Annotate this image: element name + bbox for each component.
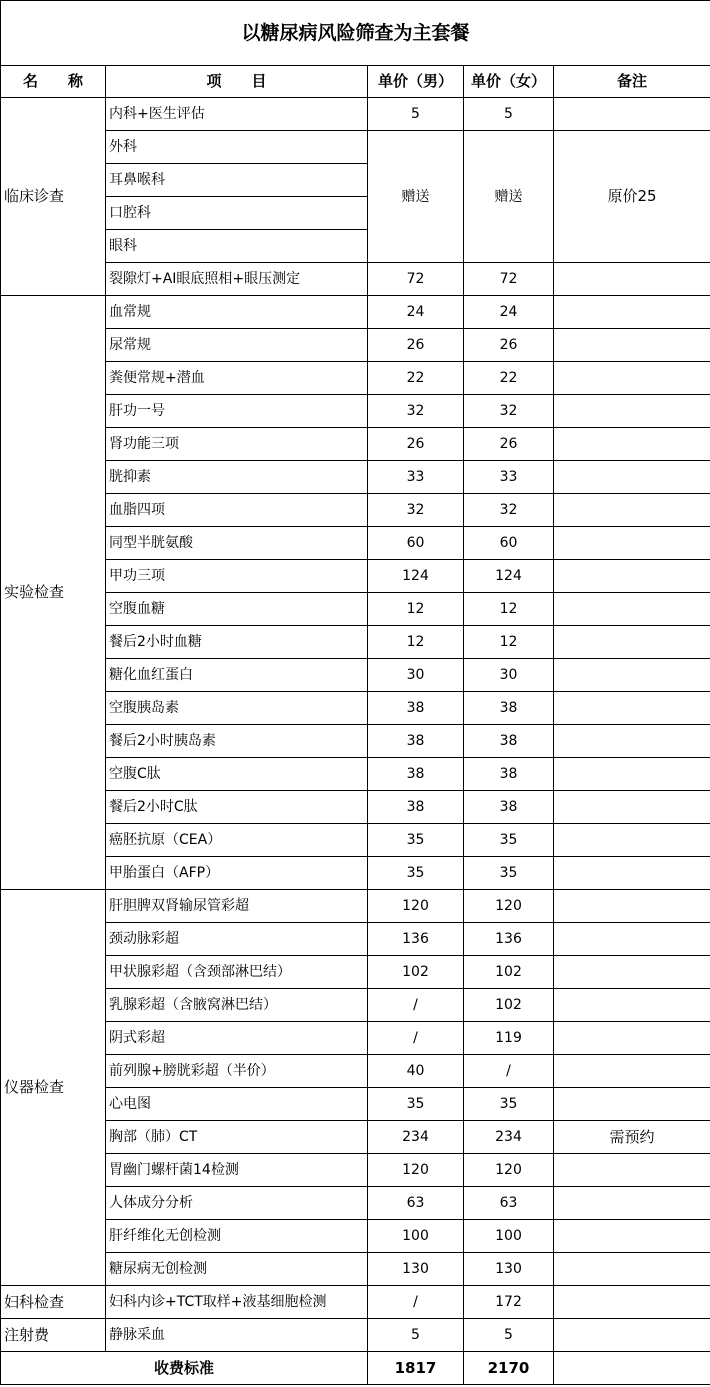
price-male-cell: 40 xyxy=(368,1055,464,1088)
table-row xyxy=(1,329,710,362)
price-female-cell: 26 xyxy=(464,329,554,362)
note-cell xyxy=(554,989,710,1022)
note-cell xyxy=(554,1187,710,1220)
price-female-cell: 119 xyxy=(464,1022,554,1055)
note-cell xyxy=(554,263,710,296)
price-male-cell: 38 xyxy=(368,758,464,791)
note-cell xyxy=(554,1220,710,1253)
item-cell: 餐后2小时C肽 xyxy=(106,791,368,824)
item-cell: 口腔科 xyxy=(106,197,368,230)
table-row xyxy=(1,428,710,461)
table-row xyxy=(1,857,710,890)
total-female: 2170 xyxy=(464,1352,554,1385)
price-male-cell: 赠送 xyxy=(368,131,464,263)
table-row xyxy=(1,461,710,494)
item-cell: 餐后2小时胰岛素 xyxy=(106,725,368,758)
page-title: 以糖尿病风险筛查为主套餐 xyxy=(1,1,710,66)
item-cell: 空腹胰岛素 xyxy=(106,692,368,725)
price-male-cell: 136 xyxy=(368,923,464,956)
price-female-cell: 30 xyxy=(464,659,554,692)
note-cell xyxy=(554,692,710,725)
price-female-cell: 38 xyxy=(464,692,554,725)
note-cell xyxy=(554,296,710,329)
note-cell xyxy=(554,758,710,791)
note-cell xyxy=(554,329,710,362)
price-female-cell: / xyxy=(464,1055,554,1088)
price-female-cell: 12 xyxy=(464,626,554,659)
price-male-cell: 35 xyxy=(368,857,464,890)
price-female-cell: 35 xyxy=(464,1088,554,1121)
table-row xyxy=(1,758,710,791)
price-female-cell: 102 xyxy=(464,956,554,989)
item-cell: 癌胚抗原（CEA） xyxy=(106,824,368,857)
table-row xyxy=(1,923,710,956)
price-male-cell: 38 xyxy=(368,791,464,824)
price-male-cell: 63 xyxy=(368,1187,464,1220)
price-male-cell: 234 xyxy=(368,1121,464,1154)
price-female-cell: 24 xyxy=(464,296,554,329)
price-male-cell: 32 xyxy=(368,494,464,527)
note-cell xyxy=(554,824,710,857)
total-note xyxy=(554,1352,710,1385)
item-cell: 肝功一号 xyxy=(106,395,368,428)
item-cell: 乳腺彩超（含腋窝淋巴结） xyxy=(106,989,368,1022)
note-cell xyxy=(554,395,710,428)
header-note: 备注 xyxy=(554,66,710,98)
note-cell xyxy=(554,725,710,758)
table-row xyxy=(1,1187,710,1220)
total-row xyxy=(1,1352,710,1385)
price-male-cell: 72 xyxy=(368,263,464,296)
item-cell: 空腹C肽 xyxy=(106,758,368,791)
price-male-cell: 12 xyxy=(368,626,464,659)
price-male-cell: 24 xyxy=(368,296,464,329)
table-row xyxy=(1,956,710,989)
table-row xyxy=(1,593,710,626)
item-cell: 甲胎蛋白（AFP） xyxy=(106,857,368,890)
price-male-cell: 120 xyxy=(368,1154,464,1187)
note-cell xyxy=(554,626,710,659)
item-cell: 阴式彩超 xyxy=(106,1022,368,1055)
note-cell xyxy=(554,1286,710,1319)
note-cell xyxy=(554,659,710,692)
header-item: 项 目 xyxy=(106,66,368,98)
header-row xyxy=(1,66,710,98)
price-female-cell: 136 xyxy=(464,923,554,956)
price-male-cell: 120 xyxy=(368,890,464,923)
header-price-female: 单价（女） xyxy=(464,66,554,98)
table-row xyxy=(1,626,710,659)
item-cell: 胃幽门螺杆菌14检测 xyxy=(106,1154,368,1187)
price-male-cell: 26 xyxy=(368,428,464,461)
item-cell: 颈动脉彩超 xyxy=(106,923,368,956)
item-cell: 肝纤维化无创检测 xyxy=(106,1220,368,1253)
price-male-cell: 60 xyxy=(368,527,464,560)
table-row xyxy=(1,527,710,560)
item-cell: 甲状腺彩超（含颈部淋巴结） xyxy=(106,956,368,989)
price-male-cell: 5 xyxy=(368,98,464,131)
item-cell: 甲功三项 xyxy=(106,560,368,593)
note-cell xyxy=(554,1154,710,1187)
item-cell: 肾功能三项 xyxy=(106,428,368,461)
table-row xyxy=(1,1220,710,1253)
item-cell: 外科 xyxy=(106,131,368,164)
table-row xyxy=(1,1055,710,1088)
header-price-male: 单价（男） xyxy=(368,66,464,98)
price-female-cell: 32 xyxy=(464,494,554,527)
note-cell xyxy=(554,428,710,461)
table-row xyxy=(1,692,710,725)
price-male-cell: 100 xyxy=(368,1220,464,1253)
item-cell: 尿常规 xyxy=(106,329,368,362)
note-cell xyxy=(554,923,710,956)
price-male-cell: 130 xyxy=(368,1253,464,1286)
price-male-cell: 38 xyxy=(368,725,464,758)
item-cell: 裂隙灯+AI眼底照相+眼压测定 xyxy=(106,263,368,296)
item-cell: 胸部（肺）CT xyxy=(106,1121,368,1154)
price-female-cell: 38 xyxy=(464,758,554,791)
price-female-cell: 12 xyxy=(464,593,554,626)
price-male-cell: / xyxy=(368,1286,464,1319)
total-male: 1817 xyxy=(368,1352,464,1385)
item-cell: 糖尿病无创检测 xyxy=(106,1253,368,1286)
item-cell: 粪便常规+潜血 xyxy=(106,362,368,395)
item-cell: 静脉采血 xyxy=(106,1319,368,1352)
item-cell: 心电图 xyxy=(106,1088,368,1121)
table-row xyxy=(1,395,710,428)
item-cell: 血常规 xyxy=(106,296,368,329)
price-female-cell: 120 xyxy=(464,890,554,923)
note-cell xyxy=(554,494,710,527)
table-row xyxy=(1,824,710,857)
table-row xyxy=(1,1121,710,1154)
price-male-cell: / xyxy=(368,1022,464,1055)
note-cell xyxy=(554,1022,710,1055)
category-clinical: 临床诊查 xyxy=(1,98,106,296)
table-row xyxy=(1,263,710,296)
price-male-cell: 26 xyxy=(368,329,464,362)
category-instrument: 仪器检查 xyxy=(1,890,106,1286)
price-female-cell: 172 xyxy=(464,1286,554,1319)
price-male-cell: 22 xyxy=(368,362,464,395)
price-male-cell: 35 xyxy=(368,1088,464,1121)
price-female-cell: 38 xyxy=(464,725,554,758)
item-cell: 眼科 xyxy=(106,230,368,263)
table-row xyxy=(1,560,710,593)
item-cell: 人体成分分析 xyxy=(106,1187,368,1220)
table-row xyxy=(1,131,710,164)
item-cell: 肝胆脾双肾输尿管彩超 xyxy=(106,890,368,923)
table-row xyxy=(1,1154,710,1187)
table-row xyxy=(1,1022,710,1055)
price-female-cell: 33 xyxy=(464,461,554,494)
item-cell: 前列腺+膀胱彩超（半价） xyxy=(106,1055,368,1088)
total-label: 收费标准 xyxy=(1,1352,368,1385)
price-male-cell: 38 xyxy=(368,692,464,725)
table-row xyxy=(1,1286,710,1319)
item-cell: 同型半胱氨酸 xyxy=(106,527,368,560)
note-cell xyxy=(554,1088,710,1121)
table-row xyxy=(1,791,710,824)
price-female-cell: 124 xyxy=(464,560,554,593)
price-female-cell: 102 xyxy=(464,989,554,1022)
table-row xyxy=(1,989,710,1022)
note-cell xyxy=(554,461,710,494)
table-row xyxy=(1,890,710,923)
note-cell xyxy=(554,890,710,923)
category-injection: 注射费 xyxy=(1,1319,106,1352)
price-female-cell: 22 xyxy=(464,362,554,395)
price-female-cell: 赠送 xyxy=(464,131,554,263)
note-cell: 原价25 xyxy=(554,131,710,263)
price-female-cell: 32 xyxy=(464,395,554,428)
item-cell: 妇科内诊+TCT取样+液基细胞检测 xyxy=(106,1286,368,1319)
price-female-cell: 5 xyxy=(464,98,554,131)
price-female-cell: 72 xyxy=(464,263,554,296)
price-male-cell: 35 xyxy=(368,824,464,857)
price-female-cell: 38 xyxy=(464,791,554,824)
note-cell xyxy=(554,98,710,131)
item-cell: 餐后2小时血糖 xyxy=(106,626,368,659)
table-row xyxy=(1,98,710,131)
price-male-cell: 102 xyxy=(368,956,464,989)
table-row xyxy=(1,659,710,692)
price-female-cell: 26 xyxy=(464,428,554,461)
table-row xyxy=(1,296,710,329)
note-cell xyxy=(554,1253,710,1286)
price-female-cell: 60 xyxy=(464,527,554,560)
table-row xyxy=(1,1319,710,1352)
table-row xyxy=(1,362,710,395)
note-cell xyxy=(554,527,710,560)
price-female-cell: 100 xyxy=(464,1220,554,1253)
table-row xyxy=(1,494,710,527)
header-name: 名 称 xyxy=(1,66,106,98)
price-female-cell: 234 xyxy=(464,1121,554,1154)
price-male-cell: 32 xyxy=(368,395,464,428)
price-female-cell: 120 xyxy=(464,1154,554,1187)
price-male-cell: 33 xyxy=(368,461,464,494)
price-female-cell: 35 xyxy=(464,857,554,890)
price-female-cell: 5 xyxy=(464,1319,554,1352)
price-male-cell: 5 xyxy=(368,1319,464,1352)
price-female-cell: 130 xyxy=(464,1253,554,1286)
item-cell: 胱抑素 xyxy=(106,461,368,494)
item-cell: 糖化血红蛋白 xyxy=(106,659,368,692)
table-row xyxy=(1,725,710,758)
table-row xyxy=(1,1088,710,1121)
price-male-cell: 124 xyxy=(368,560,464,593)
category-lab: 实验检查 xyxy=(1,296,106,890)
note-cell xyxy=(554,560,710,593)
price-male-cell: 30 xyxy=(368,659,464,692)
item-cell: 内科+医生评估 xyxy=(106,98,368,131)
note-cell xyxy=(554,857,710,890)
note-cell xyxy=(554,1319,710,1352)
price-male-cell: 12 xyxy=(368,593,464,626)
price-female-cell: 63 xyxy=(464,1187,554,1220)
table-row xyxy=(1,1253,710,1286)
note-cell: 需预约 xyxy=(554,1121,710,1154)
price-female-cell: 35 xyxy=(464,824,554,857)
price-male-cell: / xyxy=(368,989,464,1022)
item-cell: 空腹血糖 xyxy=(106,593,368,626)
note-cell xyxy=(554,1055,710,1088)
note-cell xyxy=(554,956,710,989)
item-cell: 耳鼻喉科 xyxy=(106,164,368,197)
note-cell xyxy=(554,362,710,395)
item-cell: 血脂四项 xyxy=(106,494,368,527)
note-cell xyxy=(554,791,710,824)
note-cell xyxy=(554,593,710,626)
category-gyn: 妇科检查 xyxy=(1,1286,106,1319)
